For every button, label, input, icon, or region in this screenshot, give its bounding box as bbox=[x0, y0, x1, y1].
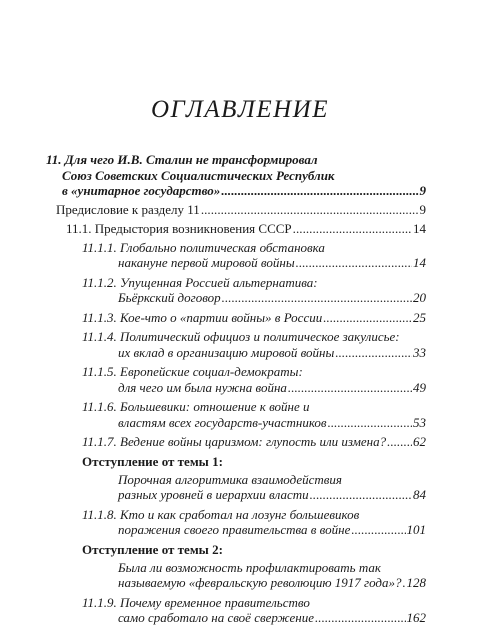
leader-dots bbox=[328, 415, 412, 431]
toc-chapter-11-1[interactable] bbox=[46, 221, 426, 237]
toc-entry-title: 11.1.5. Европейские социал-демократы: bbox=[82, 364, 303, 379]
toc-section-11[interactable] bbox=[46, 152, 426, 199]
page-number: 33 bbox=[413, 344, 426, 360]
leader-dots bbox=[222, 290, 412, 306]
page-number: 9 bbox=[419, 183, 426, 198]
page-number: 162 bbox=[406, 610, 426, 625]
page-number: 84 bbox=[413, 487, 426, 502]
leader-dots bbox=[315, 610, 406, 626]
toc-entry-title: 11.1.4. Политический официоз и политическое закулисье: bbox=[82, 329, 400, 344]
toc-digression-2[interactable] bbox=[46, 560, 426, 591]
leader-dots bbox=[288, 380, 412, 396]
leader-dots bbox=[293, 221, 412, 237]
toc-entry-title: 11.1.1. Глобально политическая обстановка bbox=[82, 239, 325, 255]
toc-item-11-1-7[interactable] bbox=[46, 434, 426, 450]
leader-dots bbox=[335, 345, 412, 361]
page-number: 62 bbox=[413, 434, 426, 449]
leader-dots bbox=[402, 575, 405, 591]
toc-entry-title: 11.1.9. Почему временное правительство bbox=[82, 594, 310, 610]
toc-entry-title: называемую «февральскую революцию 1917 года»? bbox=[118, 575, 402, 590]
toc-entry-title: 11.1.7. Ведение войны царизмом: глупость или измена? bbox=[82, 434, 387, 449]
toc-item-11-1-8[interactable] bbox=[46, 507, 426, 538]
toc-entry-title: их вклад в организацию мировой войны bbox=[118, 344, 335, 360]
page-number: 101 bbox=[406, 522, 426, 537]
toc-item-11-1-4[interactable] bbox=[46, 329, 426, 360]
toc-entry-title: 11.1.8. Кто и как сработал на лозунг большевиков bbox=[82, 506, 360, 522]
page-number: 20 bbox=[413, 290, 426, 305]
toc-entry-title: 11.1. Предыстория возникновения СССР bbox=[66, 221, 292, 236]
toc-entry-title: для чего им была нужна война bbox=[118, 379, 287, 395]
toc-entry-title: Была ли возможность профилактировать так bbox=[118, 559, 381, 575]
page-number: 14 bbox=[413, 221, 426, 236]
toc-digression-2-heading: Отступление от темы 2: bbox=[82, 541, 223, 557]
toc-item-11-1-5[interactable] bbox=[46, 364, 426, 395]
toc-entry-title: Порочная алгоритмика взаимодействия bbox=[118, 471, 342, 487]
toc-entry-title: разных уровней в иерархии власти bbox=[118, 487, 309, 502]
toc-item-11-1-6[interactable] bbox=[46, 399, 426, 430]
page-title: ОГЛАВЛЕНИЕ bbox=[150, 96, 329, 123]
leader-dots bbox=[351, 522, 405, 538]
toc-entry-title: Предисловие к разделу 11 bbox=[56, 201, 200, 217]
leader-dots bbox=[323, 310, 412, 326]
toc-item-11-1-9[interactable] bbox=[46, 595, 426, 626]
page-number: 9 bbox=[419, 201, 426, 217]
toc-section-line: Союз Советских Социалистических Республик bbox=[62, 167, 335, 183]
page-number: 25 bbox=[413, 309, 426, 325]
toc-entry-title: властям всех государств-участников bbox=[118, 414, 327, 430]
toc-entry-title: поражения своего правительства в войне bbox=[118, 522, 351, 537]
toc-digression-1[interactable] bbox=[46, 472, 426, 503]
toc-entry-title: накануне первой мировой войны bbox=[118, 255, 295, 270]
toc-section-line: 11. Для чего И.В. Сталин не трансформировал bbox=[46, 152, 318, 167]
page-number: 53 bbox=[413, 414, 426, 430]
page-number: 14 bbox=[413, 255, 426, 270]
toc-digression-1-heading: Отступление от темы 1: bbox=[82, 453, 223, 469]
toc-entry-title: 11.1.6. Большевики: отношение к войне и bbox=[82, 399, 310, 414]
toc-entry-title: 11.1.3. Кое-что о «партии войны» в России bbox=[82, 309, 323, 325]
toc-item-11-1-3[interactable] bbox=[46, 310, 426, 326]
toc-entry-title: 11.1.2. Упущенная Россией альтернатива: bbox=[82, 274, 318, 290]
leader-dots bbox=[221, 183, 418, 199]
table-of-contents bbox=[46, 152, 426, 630]
page-number: 49 bbox=[413, 379, 426, 395]
page-number: 128 bbox=[406, 575, 426, 590]
leader-dots bbox=[201, 202, 419, 218]
toc-section-line: в «унитарное государство» bbox=[62, 183, 221, 198]
toc-entry-title: Бьёркский договор bbox=[118, 290, 221, 305]
leader-dots bbox=[296, 255, 412, 271]
leader-dots bbox=[310, 487, 412, 503]
toc-item-11-1-1[interactable] bbox=[46, 240, 426, 271]
leader-dots bbox=[387, 434, 412, 450]
toc-item-11-1-2[interactable] bbox=[46, 275, 426, 306]
toc-entry-title: само сработало на своё свержение bbox=[118, 610, 314, 625]
toc-preface[interactable] bbox=[46, 202, 426, 218]
